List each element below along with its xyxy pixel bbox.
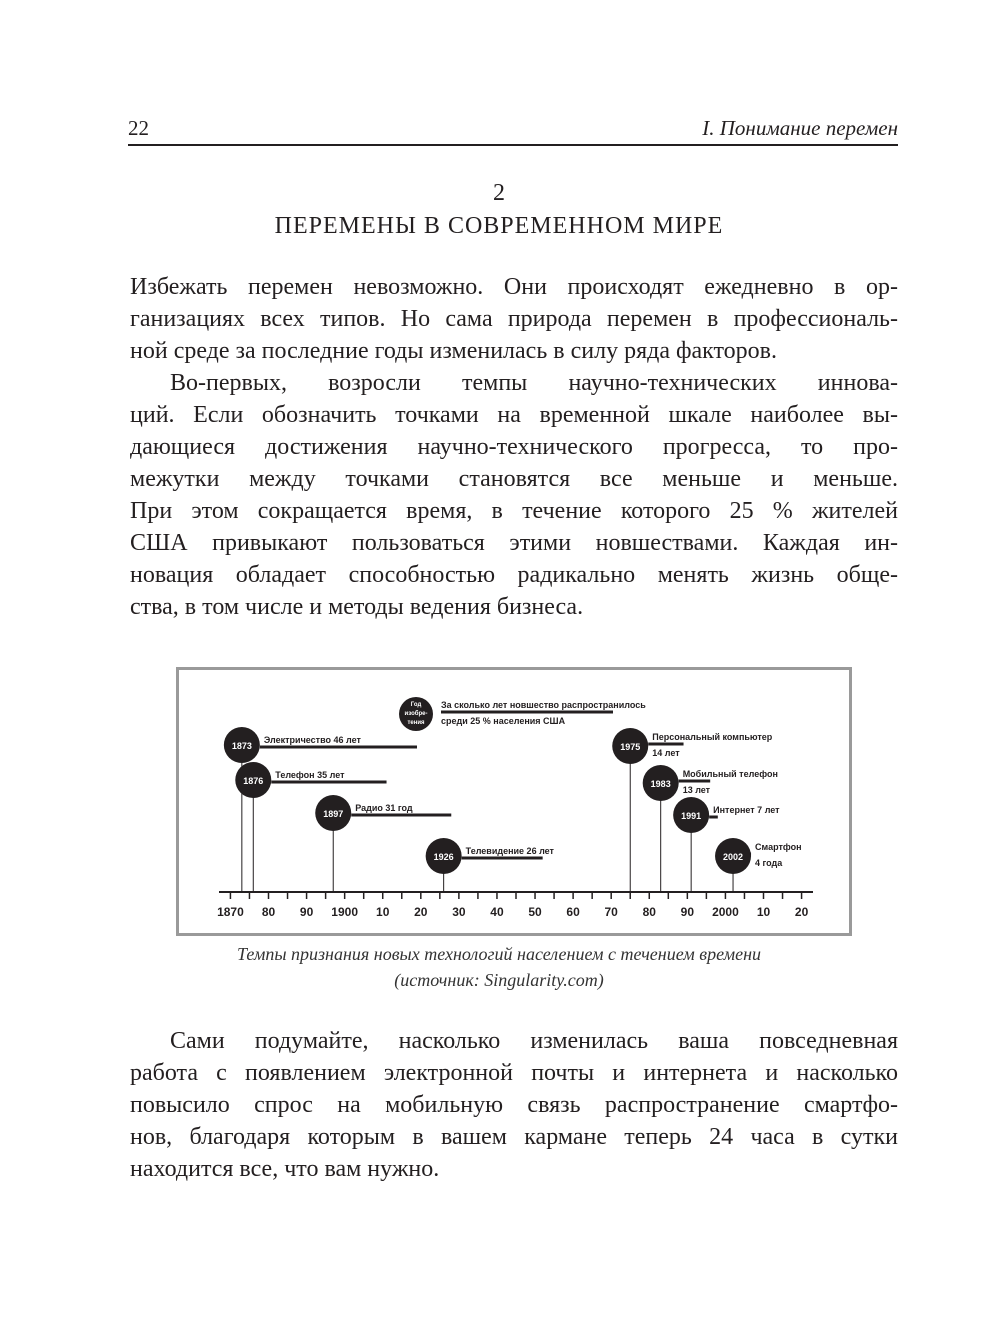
paragraph-line: дающиеся достижения научно-технического прогресса, то про- <box>130 434 898 460</box>
point-label: Радио 31 год <box>355 803 413 813</box>
paragraph-line: новация обладает способностью радикально менять жизнь обще- <box>130 562 898 588</box>
point-year-label: 1975 <box>620 742 641 752</box>
axis-tick-label: 30 <box>452 905 466 919</box>
page-number: 22 <box>128 116 149 140</box>
paragraph-line: При этом сокращается время, в течение которого 25 % жителей <box>130 498 898 524</box>
timeline-marks <box>224 727 802 892</box>
axis-tick-label: 2000 <box>712 905 739 919</box>
time-axis <box>217 892 813 919</box>
figure-caption-source: (источник: Singularity.com) <box>394 970 604 990</box>
point-label: Мобильный телефон <box>682 769 778 779</box>
paragraph-line: ства, в том числе и методы ведения бизнеса. <box>130 594 584 620</box>
point-label: Интернет 7 лет <box>713 805 780 815</box>
point-year-label: 1991 <box>681 811 702 821</box>
paragraph-line: Во-первых, возросли темпы научно-технических иннова- <box>170 370 898 396</box>
point-label: 4 года <box>755 858 783 868</box>
timeline-point <box>715 838 802 892</box>
axis-tick-label: 1900 <box>331 905 359 919</box>
legend-circle-text: Год <box>410 702 422 708</box>
axis-tick-label: 80 <box>261 905 276 919</box>
axis-tick-label: 60 <box>566 905 580 919</box>
point-year-label: 1897 <box>323 809 344 819</box>
axis-tick-label: 20 <box>794 905 809 919</box>
running-head: I. Понимание перемен <box>702 116 898 140</box>
figure-caption: Темпы признания новых технологий населением с течением времени <box>236 944 762 964</box>
paragraph-line: ций. Если обозначить точками на временной шкале наиболее вы- <box>130 402 898 428</box>
axis-tick-label: 1870 <box>217 905 244 919</box>
timeline-point <box>643 765 778 892</box>
point-year-label: 2002 <box>723 852 744 862</box>
paragraph-line: Сами подумайте, насколько изменилась ваша повседневная <box>170 1028 898 1054</box>
paragraph-line: повысило спрос на мобильную связь распространение смартфо- <box>130 1092 898 1118</box>
header-rule <box>128 144 898 146</box>
chapter-number: 2 <box>493 180 505 206</box>
axis-tick-label: 10 <box>756 905 771 919</box>
paragraph-1 <box>130 271 898 367</box>
axis-tick-label: 20 <box>414 905 428 919</box>
paragraph-line: ной среде за последние годы изменилась в силу ряда факторов. <box>130 338 778 364</box>
legend-label: среди 25 % населения США <box>441 716 566 726</box>
chapter-title: ПЕРЕМЕНЫ В СОВРЕМЕННОМ МИРЕ <box>274 213 724 239</box>
axis-tick-label: 80 <box>642 905 656 919</box>
timeline-point <box>235 762 386 892</box>
axis-tick-label: 40 <box>490 905 504 919</box>
point-year-label: 1873 <box>231 741 252 751</box>
paragraph-line: США привыкают пользоваться этими новшествами. Каждая ин- <box>130 530 898 556</box>
point-year-label: 1983 <box>650 779 671 789</box>
point-label: 13 лет <box>682 785 711 795</box>
point-label: Электричество 46 лет <box>263 735 361 745</box>
paragraph-line: межутки между точками становятся все меньше и меньше. <box>130 466 898 492</box>
timeline-point <box>426 838 555 892</box>
point-year-label: 1926 <box>433 852 454 862</box>
legend-circle-text: изобре- <box>404 711 428 717</box>
axis-tick-label: 90 <box>680 905 695 919</box>
timeline-figure <box>176 667 852 936</box>
legend-label: За сколько лет новшество распространилось <box>441 700 646 710</box>
paragraph-line: ганизациях всех типов. Но сама природа перемен в профессиональ- <box>130 306 898 332</box>
point-label: Телефон 35 лет <box>275 770 345 780</box>
paragraph-line: Избежать перемен невозможно. Они происходят ежедневно в ор- <box>130 274 898 300</box>
point-year-label: 1876 <box>243 776 264 786</box>
paragraph-line: находится все, что вам нужно. <box>130 1156 440 1182</box>
axis-tick-label: 70 <box>604 905 618 919</box>
axis-tick-label: 10 <box>376 905 390 919</box>
paragraph-line: работа с появлением электронной почты и интернета и насколько <box>130 1060 898 1086</box>
paragraph-line: нов, благодаря которым в вашем кармане теперь 24 часа в сутки <box>130 1124 898 1150</box>
point-label: Телевидение 26 лет <box>465 846 554 856</box>
legend <box>399 697 646 731</box>
timeline-chart <box>179 670 849 933</box>
paragraph-2 <box>130 367 898 623</box>
point-label: 14 лет <box>652 748 680 758</box>
point-label: Персональный компьютер <box>652 732 773 742</box>
axis-tick-label: 50 <box>528 905 542 919</box>
point-label: Смартфон <box>755 842 802 852</box>
paragraph-3 <box>130 1025 898 1185</box>
axis-tick-label: 90 <box>299 905 314 919</box>
legend-circle-text: тения <box>407 720 425 726</box>
